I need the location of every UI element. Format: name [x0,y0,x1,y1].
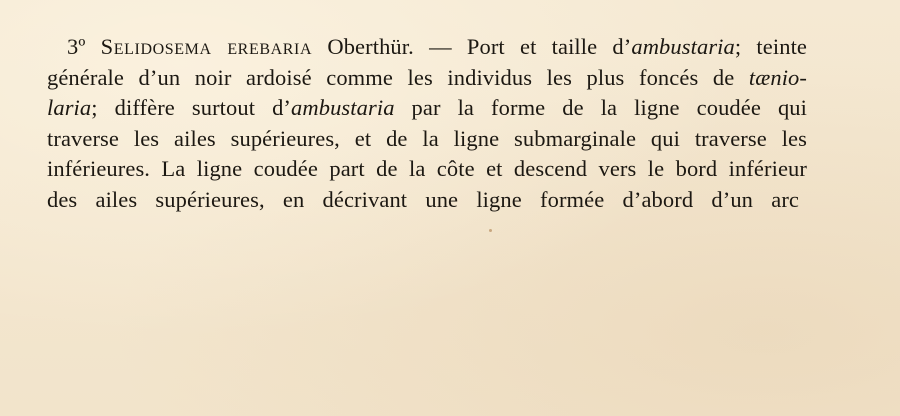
line-1-seg-3: ; teinte [734,34,808,59]
line-6-seg-1: des ailes supérieures, en décrivant une ligne formée d’abord d’un arc [47,186,799,212]
line-3-seg-3: ambustaria [291,95,395,120]
paragraph-line-3 [47,93,807,124]
paragraph-line-6 [47,185,799,216]
paragraph-line-1 [47,32,807,63]
line-1-seg-2: ambustaria [631,34,735,59]
line-2-seg-2: tænio- [748,64,807,90]
entry-number: 3º [67,34,86,59]
line-3-seg-1: laria [47,95,92,120]
line-1-seg-1: — Port et taille d’ [413,34,632,59]
paragraph [47,32,807,215]
species-author: Oberthür. [327,34,414,59]
line-5-seg-1: inférieures. La ligne coudée part de la côte et descend vers le bord inférieur [47,156,807,181]
line-3-seg-4: par la forme de la ligne coudée qui [394,95,807,120]
paper-speck [489,229,492,232]
line-2-seg-1: générale d’un noir ardoisé comme les individus les plus foncés de [47,64,749,90]
paragraph-line-4 [47,124,807,155]
line-3-seg-2: ; diffère surtout d’ [91,95,292,120]
line-4-seg-1: traverse les ailes supérieures, et de la ligne submarginale qui traverse les [47,125,807,151]
species-name: Selidosema erebaria [100,34,313,59]
paragraph-line-2 [47,63,807,94]
paragraph-line-5 [47,154,807,185]
